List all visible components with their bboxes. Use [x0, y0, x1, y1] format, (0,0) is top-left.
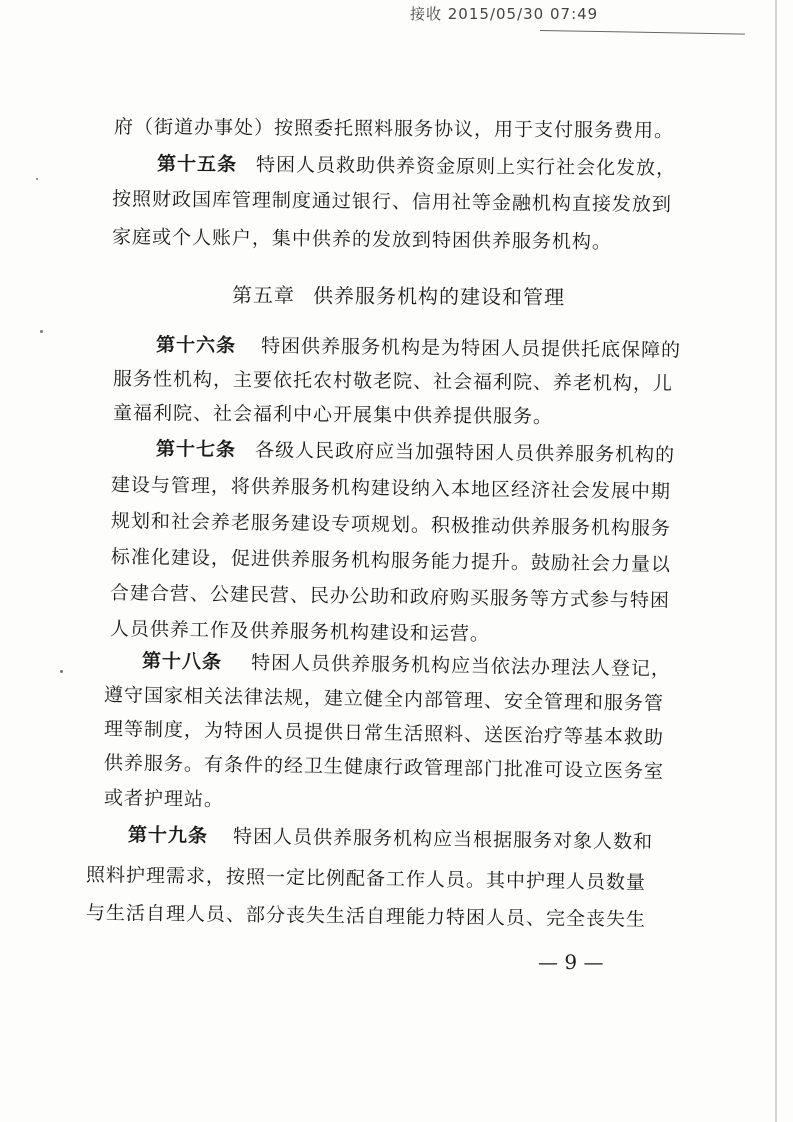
body-line-text: 规划和社会养老服务建设专项规划。积极推动供养服务机构服务 — [110, 510, 672, 540]
body-line-text: 家庭或个人账户，集中供养的发放到特困供养服务机构。 — [111, 226, 613, 254]
body-line-text: 理等制度，为特困人员提供日常生活照料、送医治疗等基本救助 — [103, 718, 665, 749]
body-line — [112, 190, 672, 215]
body-line-text: 各级人民政府应当加强特困人员供养服务机构的 — [254, 439, 676, 467]
body-line — [112, 228, 612, 252]
article-line — [156, 440, 675, 465]
article-number: 第十九条 — [127, 824, 209, 848]
chapter-heading — [231, 283, 566, 310]
body-line — [104, 789, 224, 810]
fax-header-rule — [540, 30, 745, 35]
body-line-text: 童福利院、社会福利中心开展集中供养提供服务。 — [112, 402, 554, 428]
article-line — [142, 652, 671, 679]
body-line-text: 或者护理站。 — [103, 787, 225, 811]
body-line-text: 特困人员救助供养资金原则上实行社会化发放， — [255, 153, 677, 180]
body-line-text: 特困供养服务机构是为特困人员提供托底保障的 — [260, 335, 682, 362]
body-line — [104, 686, 664, 714]
scan-speck — [36, 178, 38, 180]
body-line-text: 遵守国家相关法律法规，建立健全内部管理、安全管理和服务管 — [103, 684, 665, 715]
body-line-text: 人员供养工作及供养服务机构建设和运营。 — [109, 618, 491, 646]
page-number: — 9 — — [538, 950, 604, 974]
body-line-text: 照料护理需求，按照一定比例配备工作人员。其中护理人员数量 — [85, 864, 647, 894]
body-line-text: 与生活自理人员、部分丧失生活自理能力特困人员、完全丧失生 — [85, 902, 647, 931]
body-line — [110, 584, 670, 611]
body-line — [111, 512, 671, 539]
chapter-title: 供养服务机构的建设和管理 — [312, 283, 566, 310]
body-line-text: 供养服务。有条件的经卫生健康行政管理部门批准可设立医务室 — [103, 752, 665, 783]
article-line — [157, 155, 676, 179]
body-line — [104, 754, 664, 782]
body-line-text: 合建合营、公建民营、民办公助和政府购买服务等方式参与特困 — [109, 582, 671, 612]
scan-edge-shadow — [775, 0, 777, 1122]
article-number: 第十五条 — [156, 153, 238, 176]
body-line — [110, 620, 490, 644]
body-line-text: 特困人员供养服务机构应当依法办理法人登记， — [250, 651, 672, 681]
chapter-number: 第五章 — [231, 283, 296, 308]
body-line — [104, 720, 664, 748]
fax-timestamp: 接收 2015/05/30 07:49 — [410, 5, 599, 23]
article-number: 第十八条 — [141, 650, 223, 674]
body-line-text: 特困人员供养服务机构应当根据服务对象人数和 — [232, 825, 654, 854]
body-line — [111, 548, 671, 575]
body-line-text: 服务性机构，主要依托农村敬老院、社会福利院、养老机构，儿 — [112, 368, 674, 395]
article-line — [156, 336, 681, 360]
body-line — [113, 370, 673, 394]
body-line — [86, 904, 646, 930]
body-line — [86, 866, 646, 893]
article-number: 第十六条 — [155, 334, 237, 357]
body-line — [113, 404, 553, 427]
article-line — [128, 826, 653, 852]
body-line — [111, 476, 671, 502]
article-number: 第十七条 — [155, 438, 237, 461]
body-line — [114, 118, 674, 141]
scan-speck — [60, 670, 63, 673]
body-line-text: 按照财政国库管理制度通过银行、信用社等金融机构直接发放到 — [111, 188, 673, 216]
body-line-text: 建设与管理，将供养服务机构建设纳入本地区经济社会发展中期 — [110, 474, 672, 503]
body-line-text: 府（街道办事处）按照委托照料服务协议，用于支付服务费用。 — [113, 116, 675, 142]
scan-speck — [40, 330, 43, 333]
body-line-text: 标准化建设，促进供养服务机构服务能力提升。鼓励社会力量以 — [110, 546, 672, 576]
